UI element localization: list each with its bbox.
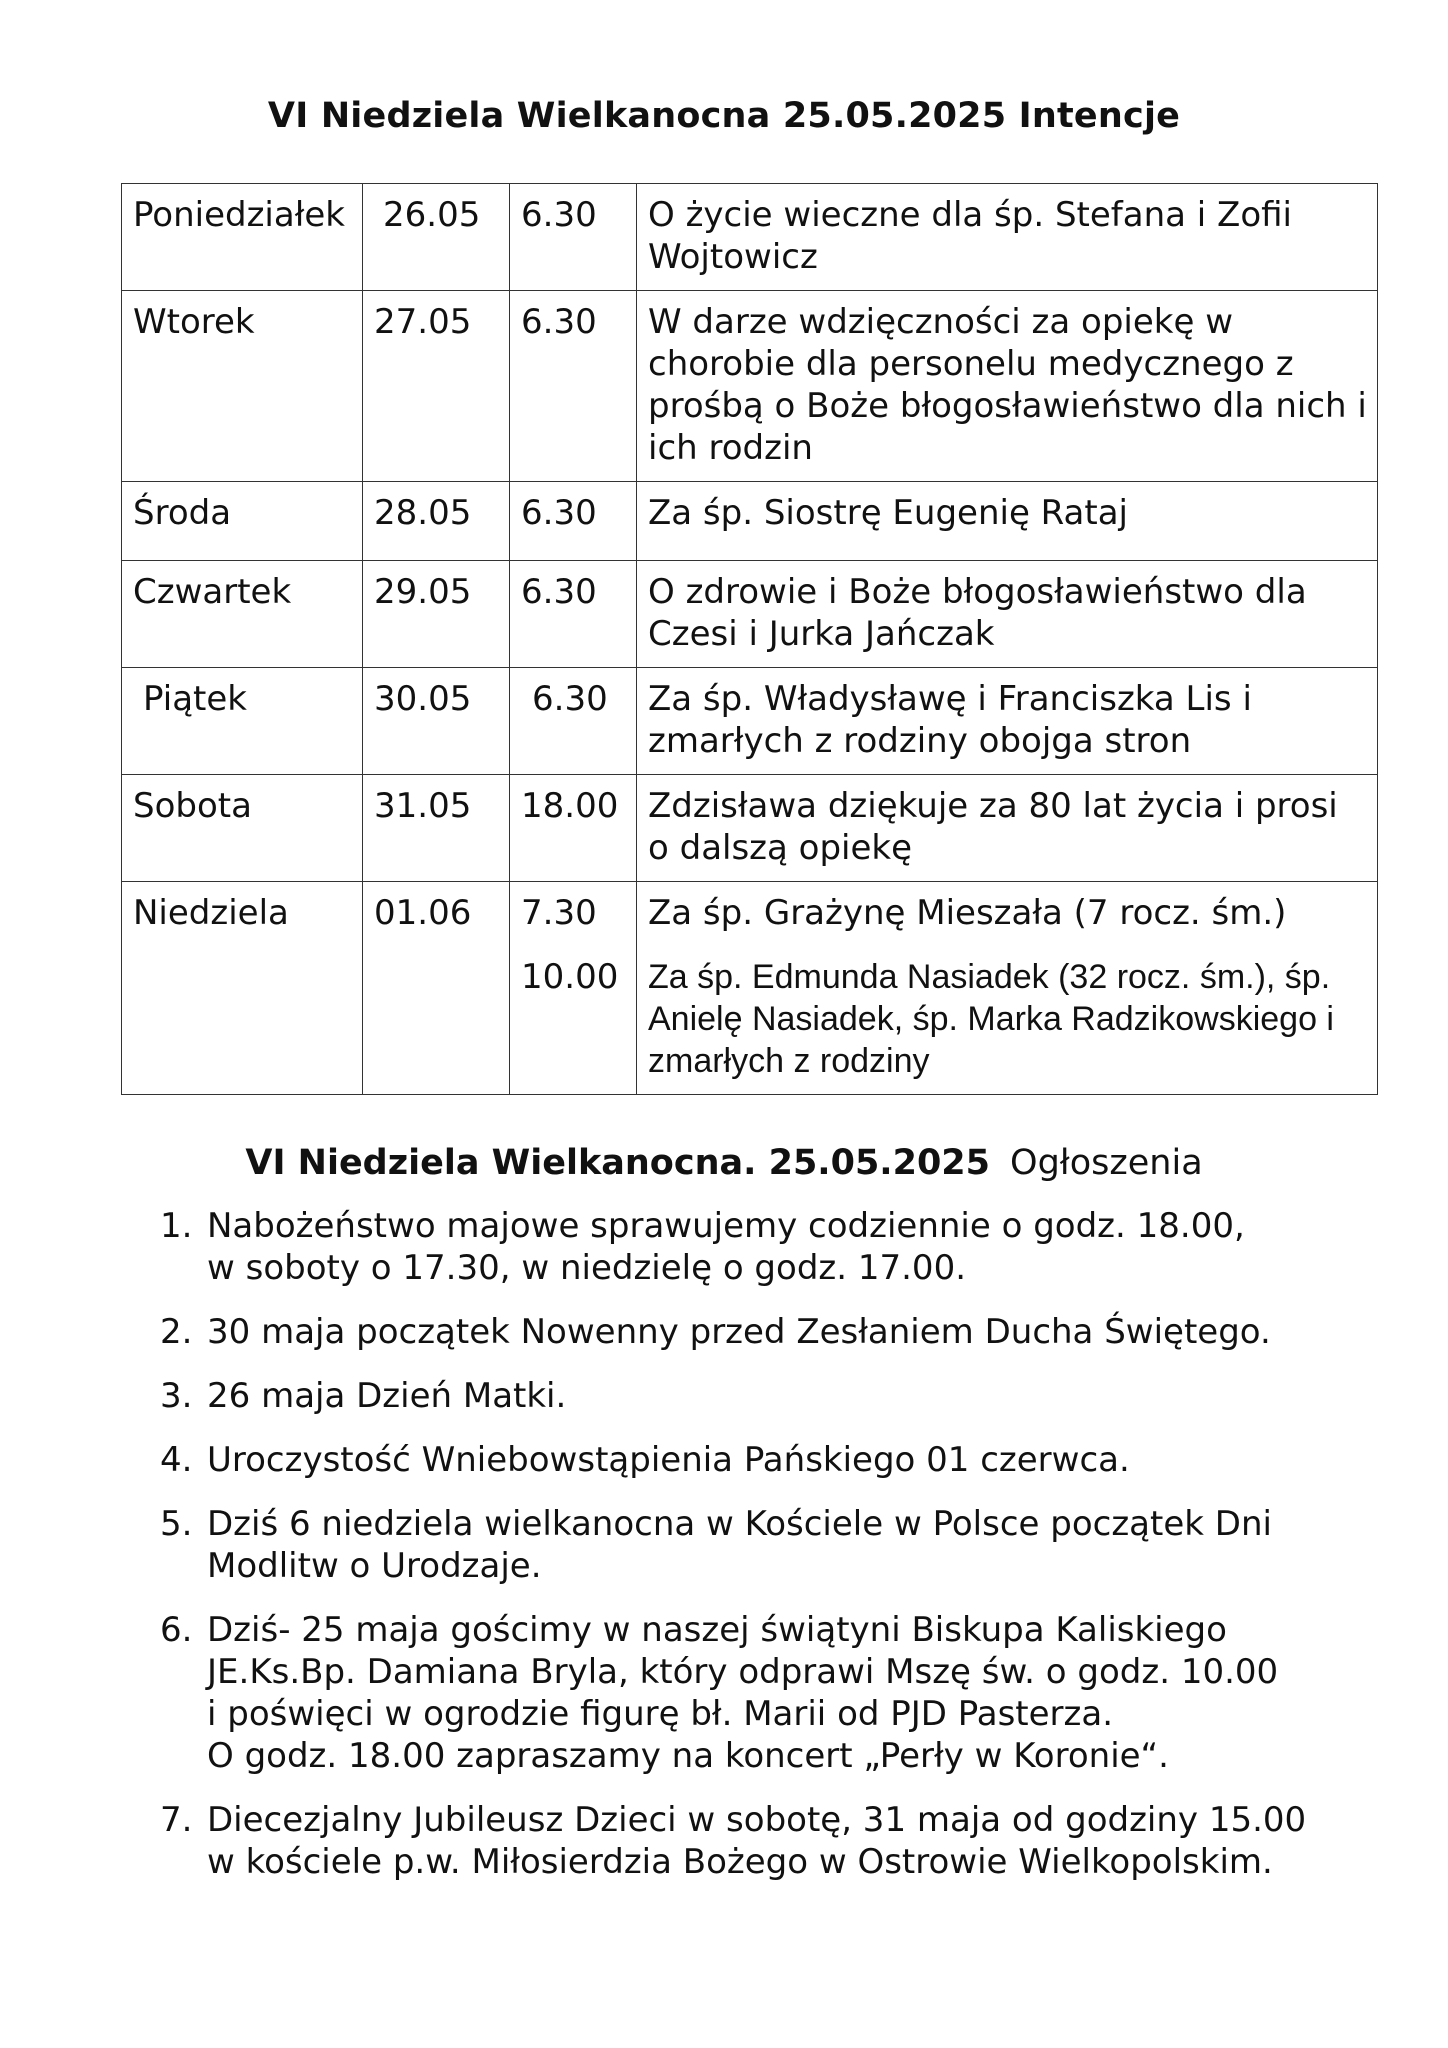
date-cell: 01.06 <box>363 882 510 1095</box>
list-item <box>160 1311 1360 1353</box>
time-cell: 18.00 <box>510 775 637 882</box>
item-number: 5. <box>160 1504 193 1544</box>
item-line: 30 maja początek Nowenny przed Zesłaniem Ducha Świętego. <box>207 1312 1271 1352</box>
time-cell: 6.30 <box>510 668 637 775</box>
table-row <box>122 184 1378 291</box>
table-row <box>122 882 1378 1095</box>
date-cell: 30.05 <box>363 668 510 775</box>
time-cell: 6.30 <box>510 291 637 482</box>
item-number: 3. <box>160 1376 193 1416</box>
intention-cell: O życie wieczne dla śp. Stefana i Zofii Wojtowicz <box>637 184 1378 291</box>
list-item <box>160 1439 1360 1481</box>
date-cell: 26.05 <box>363 184 510 291</box>
item-line: i poświęci w ogrodzie figurę bł. Marii od PJD Pasterza. <box>207 1694 1114 1734</box>
mass-time: 10.00 <box>521 957 619 997</box>
date-cell: 31.05 <box>363 775 510 882</box>
list-item <box>160 1375 1360 1417</box>
intention-cell <box>637 882 1378 1095</box>
table-row <box>122 291 1378 482</box>
intentions-table <box>121 183 1378 1095</box>
intention-cell: Za śp. Siostrę Eugenię Rataj <box>637 482 1378 561</box>
day-cell: Sobota <box>122 775 363 882</box>
announcements-title <box>0 1143 1448 1183</box>
list-item <box>160 1609 1360 1777</box>
list-item <box>160 1503 1360 1587</box>
item-number: 2. <box>160 1312 193 1352</box>
item-line: 26 maja Dzień Matki. <box>207 1376 567 1416</box>
intention-cell: O zdrowie i Boże błogosławieństwo dla Czesi i Jurka Jańczak <box>637 561 1378 668</box>
day-cell: Środa <box>122 482 363 561</box>
date-cell: 29.05 <box>363 561 510 668</box>
intention-text: Za śp. Edmunda Nasiadek (32 rocz. śm.), śp. Anielę Nasiadek, śp. Marka Radzikowskiego i zmarłych z rodziny <box>648 958 1334 1080</box>
item-line: Nabożeństwo majowe sprawujemy codziennie o godz. 18.00, <box>207 1206 1245 1246</box>
date-cell: 27.05 <box>363 291 510 482</box>
date-cell: 28.05 <box>363 482 510 561</box>
item-line: JE.Ks.Bp. Damiana Bryla, który odprawi Mszę św. o godz. 10.00 <box>207 1652 1279 1692</box>
list-item <box>160 1205 1360 1289</box>
table-row <box>122 482 1378 561</box>
item-number: 7. <box>160 1800 193 1840</box>
item-line: Dziś- 25 maja gościmy w naszej świątyni Biskupa Kaliskiego <box>207 1610 1227 1650</box>
time-cell: 6.30 <box>510 482 637 561</box>
item-number: 1. <box>160 1206 193 1246</box>
day-cell: Piątek <box>122 668 363 775</box>
item-line: w soboty o 17.30, w niedzielę o godz. 17.00. <box>207 1248 967 1288</box>
mass-time: 7.30 <box>521 893 597 933</box>
item-number: 4. <box>160 1440 193 1480</box>
time-cell <box>510 882 637 1095</box>
item-number: 6. <box>160 1610 193 1650</box>
time-cell: 6.30 <box>510 561 637 668</box>
day-cell: Niedziela <box>122 882 363 1095</box>
announcements-title-suffix: Ogłoszenia <box>1010 1143 1203 1183</box>
day-cell: Wtorek <box>122 291 363 482</box>
announcements-list <box>160 1205 1360 1905</box>
item-line: w kościele p.w. Miłosierdzia Bożego w Ostrowie Wielkopolskim. <box>207 1842 1273 1882</box>
table-row <box>122 561 1378 668</box>
list-item <box>160 1799 1360 1883</box>
intentions-title: VI Niedziela Wielkanocna 25.05.2025 Intencje <box>267 96 1181 136</box>
table-row <box>122 668 1378 775</box>
time-cell: 6.30 <box>510 184 637 291</box>
item-line: Dziś 6 niedziela wielkanocna w Kościele w Polsce początek Dni <box>207 1504 1272 1544</box>
item-line: Modlitw o Urodzaje. <box>207 1546 542 1586</box>
item-line: Uroczystość Wniebowstąpienia Pańskiego 01 czerwca. <box>207 1440 1130 1480</box>
day-cell: Czwartek <box>122 561 363 668</box>
intention-text: Za śp. Grażynę Mieszała (7 rocz. śm.) <box>648 893 1287 933</box>
item-line: Diecezjalny Jubileusz Dzieci w sobotę, 31 maja od godziny 15.00 <box>207 1800 1307 1840</box>
day-cell: Poniedziałek <box>122 184 363 291</box>
intention-cell: Za śp. Władysławę i Franciszka Lis i zmarłych z rodziny obojga stron <box>637 668 1378 775</box>
intention-cell: Zdzisława dziękuje za 80 lat życia i prosi o dalszą opiekę <box>637 775 1378 882</box>
announcements-title-main: VI Niedziela Wielkanocna. 25.05.2025 <box>245 1143 991 1183</box>
table-row <box>122 775 1378 882</box>
item-line: O godz. 18.00 zapraszamy na koncert „Perły w Koronie“. <box>207 1736 1169 1776</box>
intention-cell: W darze wdzięczności za opiekę w chorobie dla personelu medycznego z prośbą o Boże błogosławieństwo dla nich i ich rodzin <box>637 291 1378 482</box>
